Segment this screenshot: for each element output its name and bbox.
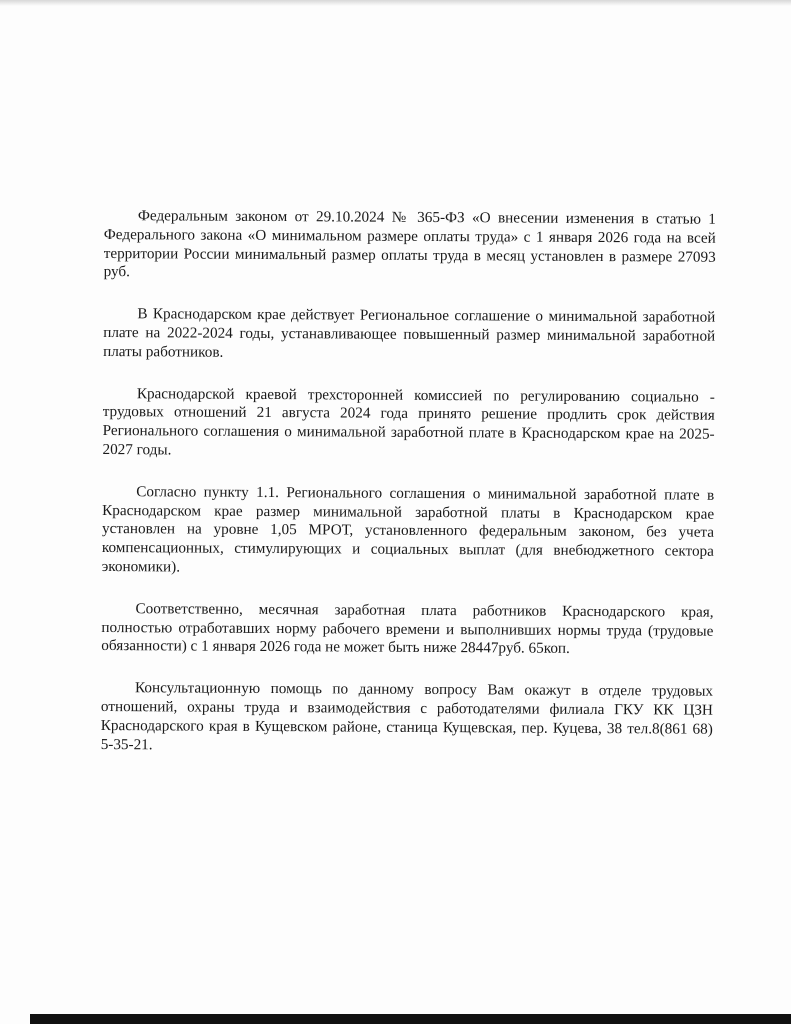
paragraph-federal-law: Федеральным законом от 29.10.2024 № 365-ФЗ «О внесении изменения в статью 1 Федерального закона «О минимальном размере оплаты труда» с 1 января 2026 года на всей территории России минимальный размер оплаты труда в месяц установлен в размере 27093 руб. <box>103 207 716 281</box>
paragraph-commission-decision: Краснодарской краевой трехсторонней комиссией по регулированию социально - трудовых отношений 21 августа 2024 года принято решение продлить срок действия Регионального соглашения о минимальной заработной плате в Краснодарском крае на 2025-2027 годы. <box>102 384 715 459</box>
paragraph-consultation-contact: Консультационную помощь по данному вопросу Вам окажут в отделе трудовых отношений, охраны труда и взаимодействия с работодателями филиала ГКУ КК ЦЗН Краснодарского края в Кущевском районе, станица Кущевская, пер. Куцева, 38 тел.8(861 68) 5-35-21. <box>100 679 714 753</box>
scan-edge-bottom <box>30 1014 791 1024</box>
paragraph-clause-1-1: Согласно пункту 1.1. Регионального соглашения о минимальной заработной плате в Краснодарском крае размер минимальной заработной платы в Краснодарском крае установлен на уровне 1,05 МРОТ, установленного федеральным законом, без учета компенсационных, стимулирующих и социальных выплат (для внебюджетного сектора экономики). <box>101 482 715 576</box>
document-body <box>101 207 716 781</box>
paragraph-minimum-wage-amount: Соответственно, месячная заработная плата работников Краснодарского края, полностью отработавших норму рабочего времени и выполнивших нормы труда (трудовые обязанности) с 1 января 2026 года не может быть ниже 28447руб. 65коп. <box>101 599 714 658</box>
scan-edge-top <box>0 0 791 6</box>
paragraph-regional-agreement: В Краснодарском крае действует Региональное соглашение о минимальной заработной плате на 2022-2024 годы, устанавливающее повышенный размер минимальной заработной платы работников. <box>103 305 716 361</box>
